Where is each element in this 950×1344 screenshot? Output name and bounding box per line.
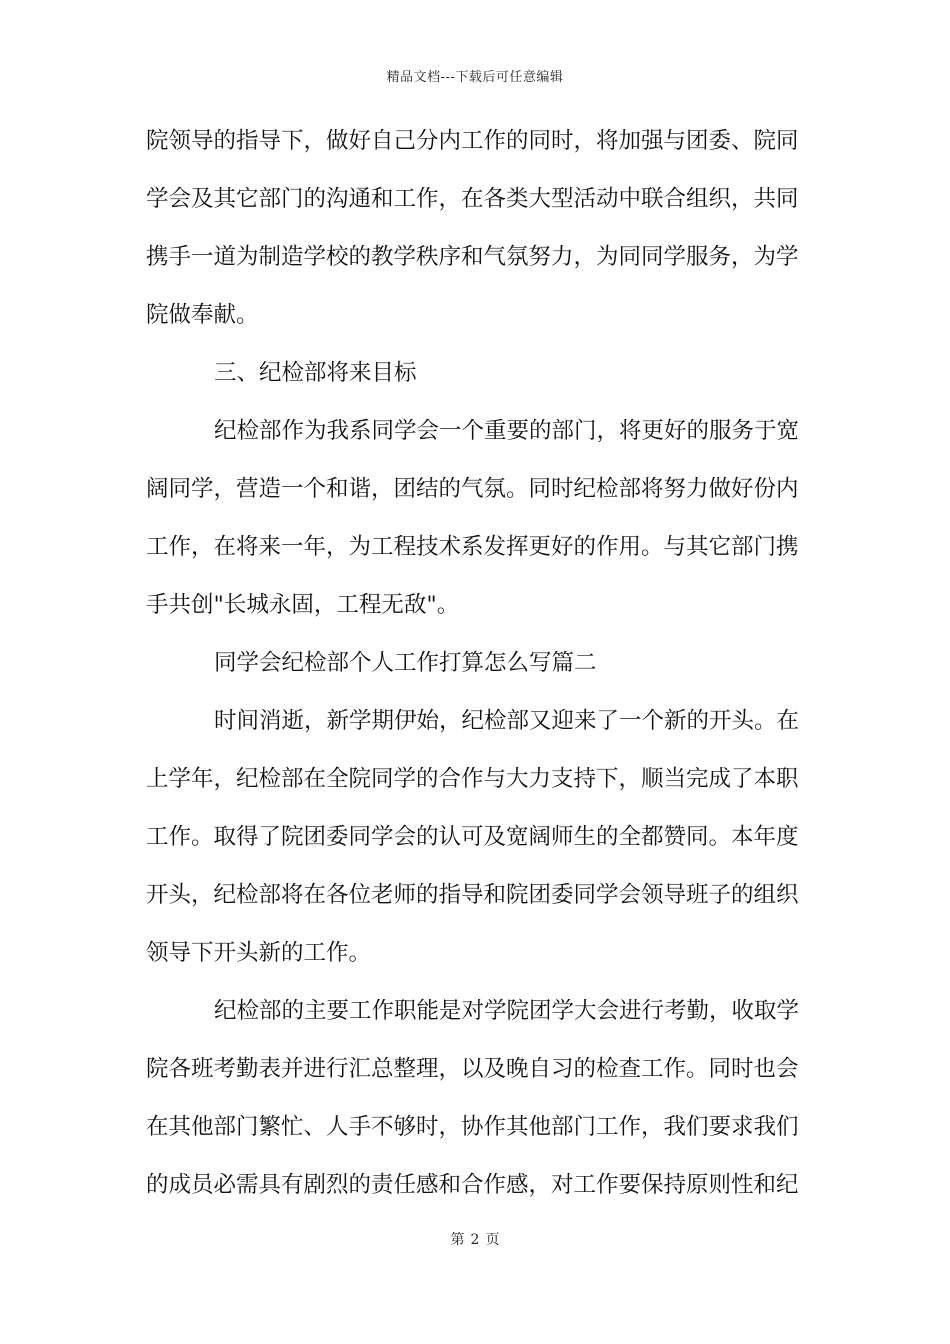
text-line: 学会及其它部门的沟通和工作，在各类大型活动中联合组织，共同 (146, 186, 799, 212)
text-line: 阔同学，营造一个和谐，团结的气氛。同时纪检部将努力做好份内 (146, 476, 799, 502)
page-footer (0, 1229, 950, 1249)
article-title: 同学会纪检部个人工作打算怎么写篇二 (214, 650, 597, 676)
text-line: 开头，纪检部将在各位老师的指导和院团委同学会领导班子的组织 (146, 882, 799, 908)
text-line: 工作，在将来一年，为工程技术系发挥更好的作用。与其它部门携 (146, 534, 799, 560)
text-line: 工作。取得了院团委同学会的认可及宽阔师生的全都赞同。本年度 (146, 824, 799, 850)
page-number: 2 (470, 1232, 480, 1248)
page-header: 精品文档---下载后可任意编辑 (386, 70, 564, 85)
page-number-prefix: 第 (450, 1232, 465, 1248)
text-line: 携手一道为制造学校的教学秩序和气氛努力，为同同学服务，为学 (146, 244, 799, 270)
text-line: 院各班考勤表并进行汇总整理，以及晚自习的检查工作。同时也会 (146, 1056, 799, 1082)
text-line: 院做奉献。 (146, 302, 259, 328)
text-line: 时间消逝，新学期伊始，纪检部又迎来了一个新的开头。在 (214, 708, 800, 734)
text-line: 领导下开头新的工作。 (146, 940, 372, 966)
text-line: 手共创"长城永固，工程无敌"。 (146, 592, 460, 618)
text-line: 纪检部的主要工作职能是对学院团学大会进行考勤，收取学 (214, 998, 800, 1024)
text-line: 院领导的指导下，做好自己分内工作的同时，将加强与团委、院同 (146, 128, 799, 154)
section-heading: 三、纪检部将来目标 (214, 360, 417, 386)
text-line: 上学年，纪检部在全院同学的合作与大力支持下，顺当完成了本职 (146, 766, 799, 792)
page-number-suffix: 页 (485, 1232, 500, 1248)
text-line: 纪检部作为我系同学会一个重要的部门，将更好的服务于宽 (214, 418, 800, 444)
text-line: 的成员必需具有剧烈的责任感和合作感，对工作要保持原则性和纪 (146, 1172, 799, 1198)
text-line: 在其他部门繁忙、人手不够时，协作其他部门工作，我们要求我们 (146, 1114, 799, 1140)
